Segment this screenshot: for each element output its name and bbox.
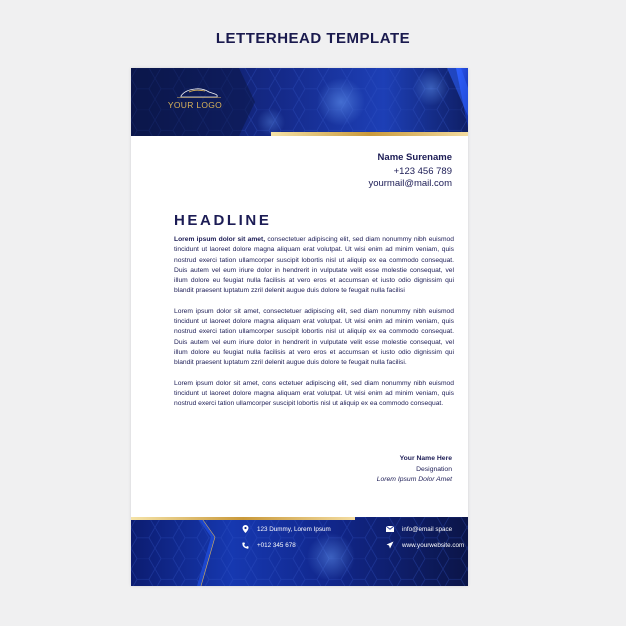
paragraph-1-text: consectetuer adipiscing elit, sed diam nonummy nibh euismod tincidunt ut laoreet dolore magna aliquam erat volutpat. Ut wisi enim ad minim veniam, quis nostrud exerci tation ullamcorper suscipit lobortis nisl ut aliquip ex ea commodo consequat. Duis autem vel eum iriure dolor in hendrerit in vulputate velit esse molestie consequat, vel illum dolore eu feugiat nulla facilisis at vero eros et accumsan et iusto odio dignissim qui blandit praesent luptatum zzril delenit augue duis dolore te feugait nulla facilisi (174, 236, 454, 295)
footer-address-text: 123 Dummy, Lorem Ipsum (257, 525, 331, 533)
page-title: LETTERHEAD TEMPLATE (215, 30, 411, 47)
sender-email: yourmail@mail.com (368, 178, 452, 189)
letter-body (174, 235, 454, 419)
footer-website (386, 541, 464, 549)
paper-plane-icon (386, 541, 394, 549)
footer-website-text[interactable]: www.yourwebsite.com (402, 541, 465, 549)
footer-email (386, 525, 452, 533)
paragraph-2: Lorem ipsum dolor sit amet, consectetuer adipiscing elit, sed diam nonummy nibh euismod tincidunt ut laoreet dolore magna aliquam erat volutpat. Ut wisi enim ad minim veniam, quis nostrud exerci tation ullamcorper suscipit lobortis nisl ut aliquip ex ea commodo consequat. Duis autem vel eum iriure dolor in hendrerit in vulputate velit esse molestie consequat, vel illum dolore eu feugiat nulla facilisis at vero eros et accumsan et iusto odio dignissim qui blandit praesent luptatum zzril delenit augue duis dolore te feugait nulla facilisi. (174, 307, 454, 367)
logo-text: YOUR LOGO (167, 100, 223, 110)
sender-contact (368, 152, 452, 190)
footer-phone-text: +012 345 678 (257, 541, 296, 549)
sender-phone: +123 456 789 (393, 166, 452, 177)
paragraph-3: Lorem ipsum dolor sit amet, cons ectetuer adipiscing elit, sed diam nonummy nibh euismod tincidunt ut laoreet dolore magna aliquam erat volutpat. Ut wisi enim ad minim veniam, quis nostrud exerci tation ullamcorper suscipit lobortis nisl ut aliquip ex ea commodo consequat. (174, 379, 454, 408)
location-pin-icon (241, 525, 249, 533)
headline: HEADLINE (174, 212, 272, 229)
letterhead-sheet (131, 68, 468, 586)
signature-name: Your Name Here (399, 455, 452, 462)
envelope-icon (386, 525, 394, 533)
sender-name: Name Surename (377, 152, 452, 163)
footer-email-text[interactable]: info@email space (402, 525, 453, 533)
footer-address (241, 525, 331, 533)
paragraph-1 (174, 235, 454, 297)
signature-designation: Designation (416, 465, 452, 473)
phone-icon (241, 541, 249, 549)
car-logo-icon (159, 86, 231, 100)
signature-tagline: Lorem Ipsum Dolor Amet (376, 476, 452, 483)
company-logo (159, 86, 231, 116)
footer-phone (241, 541, 296, 549)
signature-block (377, 454, 452, 486)
paragraph-1-lead: Lorem ipsum dolor sit amet, (174, 236, 266, 243)
